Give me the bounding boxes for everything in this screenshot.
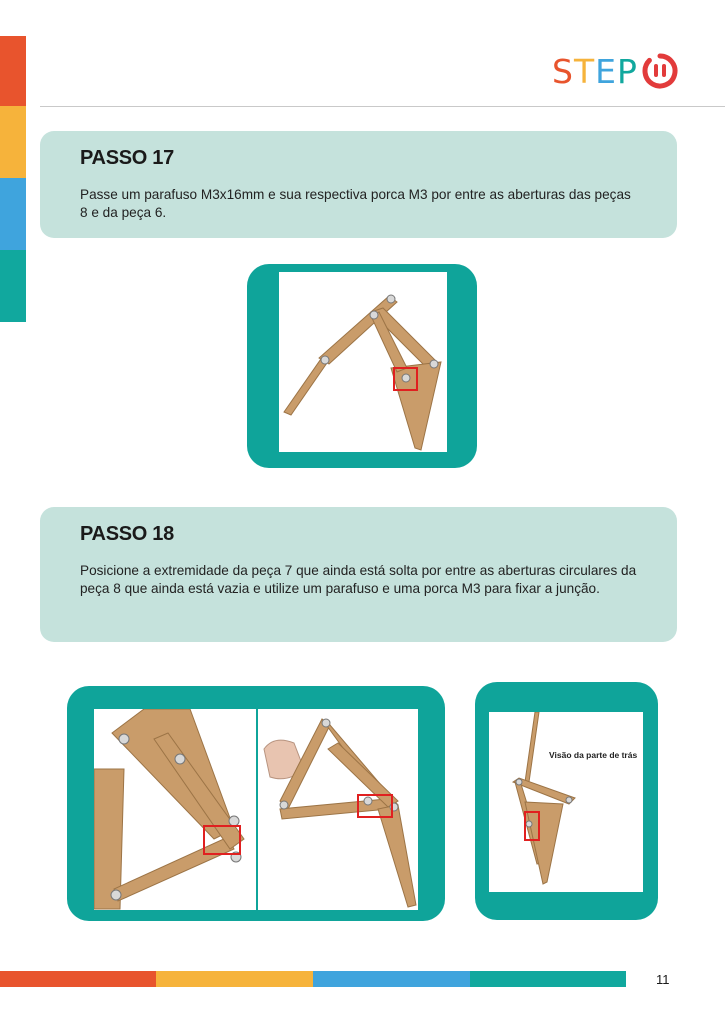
step-18-photo-middle [258, 709, 418, 910]
side-color-bar-yellow [0, 106, 26, 178]
step-logo-mark-icon [642, 53, 678, 89]
step-18-left-arm-illustration [94, 709, 256, 910]
footer-color-bar-yellow [156, 971, 313, 987]
side-color-bar-blue [0, 178, 26, 250]
step-18-box [40, 507, 677, 642]
step-logo [552, 50, 678, 92]
step-18-photo-left [94, 709, 256, 910]
step-17-box [40, 131, 677, 238]
side-color-bar-orange [0, 36, 26, 106]
logo-letter-s: S [552, 51, 574, 91]
page-number: 11 [656, 972, 670, 987]
logo-letter-e: E [595, 51, 617, 91]
step-18-middle-arm-illustration [258, 709, 418, 910]
footer-color-bar-teal [470, 971, 626, 987]
back-view-label: Visão da parte de trás [549, 750, 638, 760]
logo-text [552, 52, 638, 91]
logo-letter-p: P [616, 51, 638, 91]
step-18-photo-back-view [489, 712, 643, 892]
logo-letter-t: T [573, 51, 596, 91]
step-17-arm-illustration [279, 272, 447, 452]
side-color-bar-teal [0, 250, 26, 322]
step-17-photo [279, 272, 447, 452]
step-17-text: Passe um parafuso M3x16mm e sua respectiva porca M3 por entre as aberturas das peças 8 e da peça 6. [80, 187, 631, 220]
step-17-title: PASSO 17 [80, 147, 174, 169]
footer-color-bar-blue [313, 971, 470, 987]
step-18-text: Posicione a extremidade da peça 7 que ainda está solta por entre as aberturas circulares da peça 8 que ainda está vazia e utilize um parafuso e uma porca M3 para fixar a junção. [80, 563, 637, 596]
step-18-back-arm-illustration [489, 712, 643, 892]
footer-color-bar-orange [0, 971, 156, 987]
step-18-title: PASSO 18 [80, 523, 174, 545]
header-divider [40, 106, 725, 107]
